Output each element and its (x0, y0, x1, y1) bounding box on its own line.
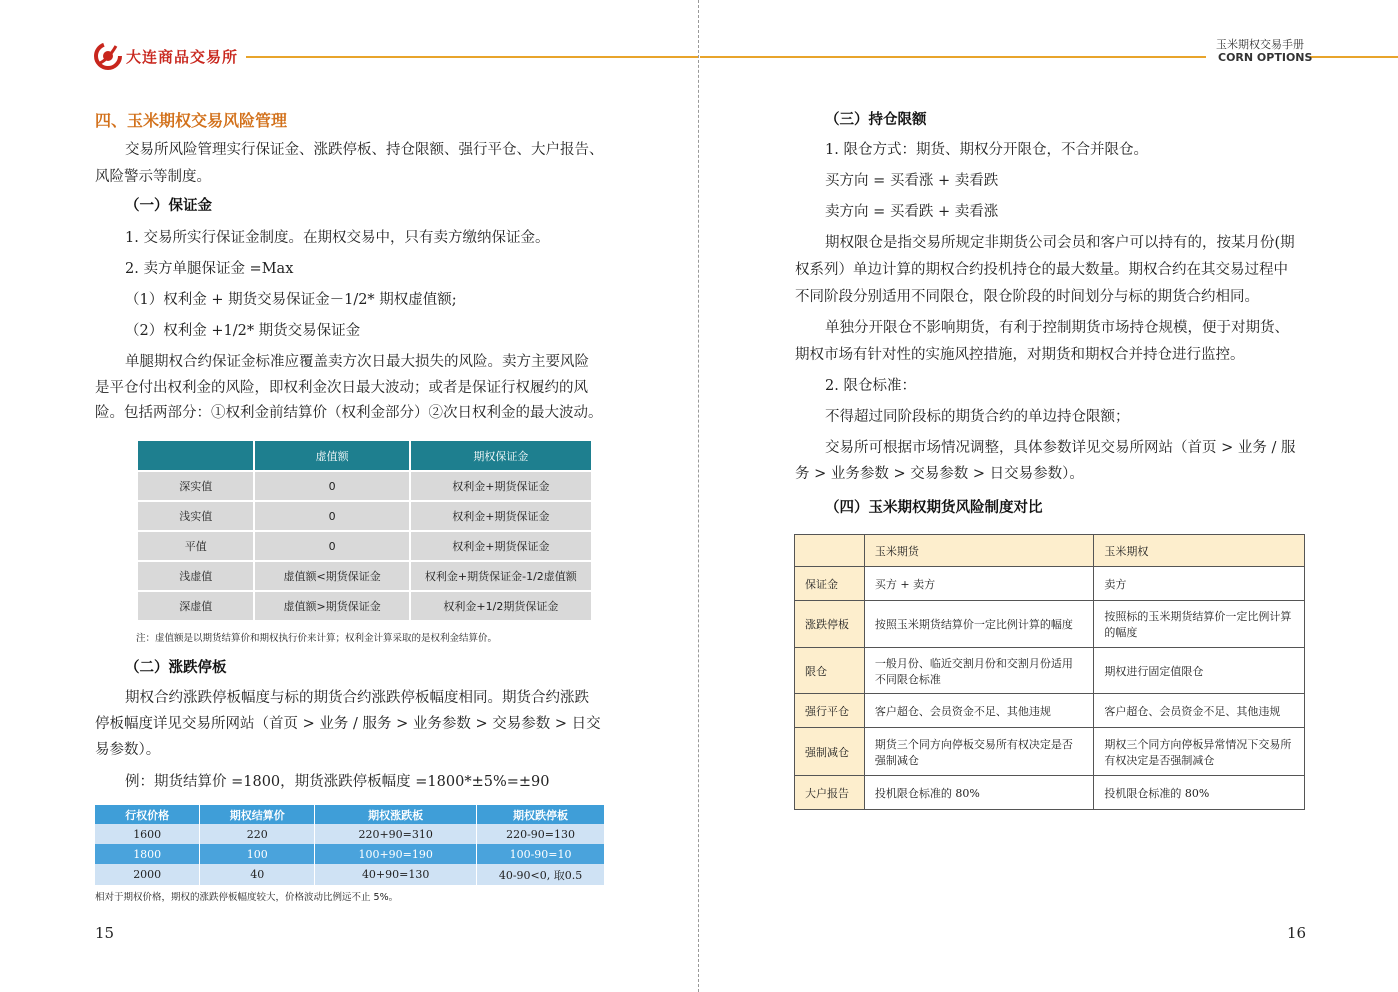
table-cell: 客户超仓、会员资金不足、其他违规 (1094, 694, 1305, 728)
header-rule-left (246, 56, 698, 58)
table-cell: 限仓 (795, 648, 865, 694)
table-cell: 浅虚值 (137, 561, 254, 591)
page-divider (698, 0, 699, 992)
table-header-cell: 期权跌停板 (477, 805, 605, 824)
margin-item-1: 1. 交易所实行保证金制度。在期权交易中，只有卖方缴纳保证金。 (125, 230, 550, 246)
price-limit-note: 相对于期权价格，期权的涨跌停板幅度较大，价格波动比例远不止 5%。 (95, 892, 399, 903)
table-row (795, 694, 1305, 728)
table-header-row (137, 440, 592, 471)
table-row (95, 864, 605, 885)
position-para-line-3: 不同阶段分别适用不同限仓，限仓阶段的时间划分与标的期货合约相同。 (795, 289, 1259, 305)
table-cell: 保证金 (795, 567, 865, 601)
table-row (137, 591, 592, 621)
margin-table-note: 注：虚值额是以期货结算价和期权执行价来计算；权利金计算采取的是权利金结算价。 (136, 633, 498, 644)
page-number-left: 15 (95, 924, 115, 942)
price-limit-table (95, 805, 605, 885)
table-cell: 0 (254, 471, 409, 501)
subsection-position-limit: （三）持仓限额 (825, 112, 927, 128)
limit-para-line-1: 期权合约涨跌停板幅度与标的期货合约涨跌停板幅度相同。期货合约涨跌 (125, 690, 589, 706)
table-cell: 220-90=130 (477, 824, 605, 844)
page-number-right: 16 (1287, 924, 1307, 942)
subsection-comparison: （四）玉米期权期货风险制度对比 (825, 500, 1043, 516)
table-cell: 强行平仓 (795, 694, 865, 728)
table-row (795, 648, 1305, 694)
table-cell: 涨跌停板 (795, 601, 865, 648)
table-cell: 2000 (95, 864, 200, 885)
table-row (137, 531, 592, 561)
margin-item-3: （1）权利金 + 期货交易保证金－1/2* 期权虚值额; (125, 292, 457, 308)
table-row (795, 728, 1305, 776)
table-cell: 浅实值 (137, 501, 254, 531)
table-cell: 0 (254, 531, 409, 561)
intro-line-1: 交易所风险管理实行保证金、涨跌停板、持仓限额、强行平仓、大户报告、 (125, 142, 604, 158)
table-header-cell: 玉米期权 (1094, 535, 1305, 567)
table-header-cell (795, 535, 865, 567)
risk-comparison-table (794, 534, 1305, 810)
table-row (795, 601, 1305, 648)
table-cell: 权利金+期货保证金-1/2虚值额 (410, 561, 592, 591)
table-row (137, 561, 592, 591)
table-cell: 40+90=130 (315, 864, 477, 885)
table-row (95, 844, 605, 864)
table-header-cell (137, 440, 254, 471)
table-cell: 按照标的玉米期货结算价一定比例计算的幅度 (1094, 601, 1305, 648)
table-cell: 客户超仓、会员资金不足、其他违规 (864, 694, 1094, 728)
table-header-cell: 行权价格 (95, 805, 200, 824)
table-cell: 期货三个同方向停板交易所有权决定是否强制减仓 (864, 728, 1094, 776)
table-cell: 100+90=190 (315, 844, 477, 864)
table-cell: 期权三个同方向停板异常情况下交易所有权决定是否强制减仓 (1094, 728, 1305, 776)
table-header-cell: 玉米期货 (864, 535, 1094, 567)
table-cell: 220+90=310 (315, 824, 477, 844)
table-header-row (795, 535, 1305, 567)
limit-para-line-2: 停板幅度详见交易所网站（首页 > 业务 / 服务 > 业务参数 > 交易参数 > 日交 (95, 716, 601, 732)
position-item-rule: 不得超过同阶段标的期货合约的单边持仓限额； (825, 409, 1130, 425)
table-cell: 强制减仓 (795, 728, 865, 776)
table-cell: 100 (200, 844, 315, 864)
section-title: 四、玉米期权交易风险管理 (95, 111, 288, 130)
table-cell: 虚值额<期货保证金 (254, 561, 409, 591)
position-para2-line-2: 期权市场有针对性的实施风控措施，对期货和期权合并持仓进行监控。 (795, 347, 1245, 363)
table-header-cell: 期权保证金 (410, 440, 592, 471)
header-rule-right (700, 56, 1206, 58)
margin-para-line-3: 险。包括两部分：①权利金前结算价（权利金部分）②次日权利金的最大波动。 (95, 405, 603, 421)
table-header-cell: 期权结算价 (200, 805, 315, 824)
table-cell: 40 (200, 864, 315, 885)
handbook-title: 玉米期权交易手册 (1216, 38, 1304, 51)
table-cell: 买方 + 卖方 (864, 567, 1094, 601)
table-cell: 按照玉米期货结算价一定比例计算的幅度 (864, 601, 1094, 648)
margin-para-line-2: 是平仓付出权利金的风险，即权利金次日最大波动；或者是保证行权履约的风 (95, 380, 588, 396)
table-cell: 期权进行固定值限仓 (1094, 648, 1305, 694)
position-para3-line-1: 交易所可根据市场情况调整，具体参数详见交易所网站（首页 > 业务 / 服 (825, 440, 1296, 456)
table-cell: 220 (200, 824, 315, 844)
logo-text: 大连商品交易所 (126, 48, 239, 66)
table-cell: 权利金+1/2期货保证金 (410, 591, 592, 621)
subsection-margin: （一）保证金 (125, 198, 212, 214)
table-cell: 0 (254, 501, 409, 531)
limit-para-line-3: 易参数）。 (95, 742, 161, 758)
table-cell: 权利金+期货保证金 (410, 531, 592, 561)
table-cell: 大户报告 (795, 776, 865, 810)
subsection-price-limit: （二）涨跌停板 (125, 660, 227, 676)
margin-table (136, 439, 593, 622)
table-row (795, 776, 1305, 810)
table-row (795, 567, 1305, 601)
table-header-cell: 虚值额 (254, 440, 409, 471)
intro-line-2: 风险警示等制度。 (95, 169, 211, 185)
margin-item-2: 2. 卖方单腿保证金 =Max (125, 261, 294, 277)
header-rule-right-end (1310, 56, 1398, 58)
table-cell: 卖方 (1094, 567, 1305, 601)
table-cell: 平值 (137, 531, 254, 561)
table-cell: 权利金+期货保证金 (410, 501, 592, 531)
margin-para-line-1: 单腿期权合约保证金标准应覆盖卖方次日最大损失的风险。卖方主要风险 (125, 354, 589, 370)
position-item-2: 买方向 = 买看涨 + 卖看跌 (825, 173, 999, 189)
position-para-line-2: 权系列）单边计算的期权合约投机持仓的最大数量。期权合约在其交易过程中 (795, 262, 1288, 278)
table-row (137, 471, 592, 501)
position-para-line-1: 期权限仓是指交易所规定非期货公司会员和客户可以持有的，按某月份(期 (825, 235, 1295, 251)
table-cell: 40-90<0, 取0.5 (477, 864, 605, 885)
table-cell: 深虚值 (137, 591, 254, 621)
table-header-row (95, 805, 605, 824)
handbook-subtitle: CORN OPTIONS (1218, 51, 1313, 64)
margin-item-4: （2）权利金 +1/2* 期货交易保证金 (125, 323, 361, 339)
table-header-cell: 期权涨跌板 (315, 805, 477, 824)
table-cell: 深实值 (137, 471, 254, 501)
table-cell: 100-90=10 (477, 844, 605, 864)
position-item-3: 卖方向 = 买看跌 + 卖看涨 (825, 204, 999, 220)
table-cell: 投机限仓标准的 80% (1094, 776, 1305, 810)
table-cell: 1600 (95, 824, 200, 844)
position-item-standard: 2. 限仓标准： (825, 378, 916, 394)
position-para2-line-1: 单独分开限仓不影响期货，有利于控制期货市场持仓规模，便于对期货、 (825, 320, 1289, 336)
table-cell: 一般月份、临近交割月份和交割月份适用不同限仓标准 (864, 648, 1094, 694)
table-cell: 权利金+期货保证金 (410, 471, 592, 501)
position-item-1: 1. 限仓方式：期货、期权分开限仓，不合并限仓。 (825, 142, 1148, 158)
position-para3-line-2: 务 > 业务参数 > 交易参数 > 日交易参数）。 (795, 466, 1084, 482)
table-cell: 投机限仓标准的 80% (864, 776, 1094, 810)
table-row (95, 824, 605, 844)
table-cell: 1800 (95, 844, 200, 864)
table-row (137, 501, 592, 531)
limit-example: 例：期货结算价 =1800，期货涨跌停板幅度 =1800*±5%=±90 (125, 774, 550, 790)
dce-logo-icon (94, 42, 122, 70)
table-cell: 虚值额>期货保证金 (254, 591, 409, 621)
